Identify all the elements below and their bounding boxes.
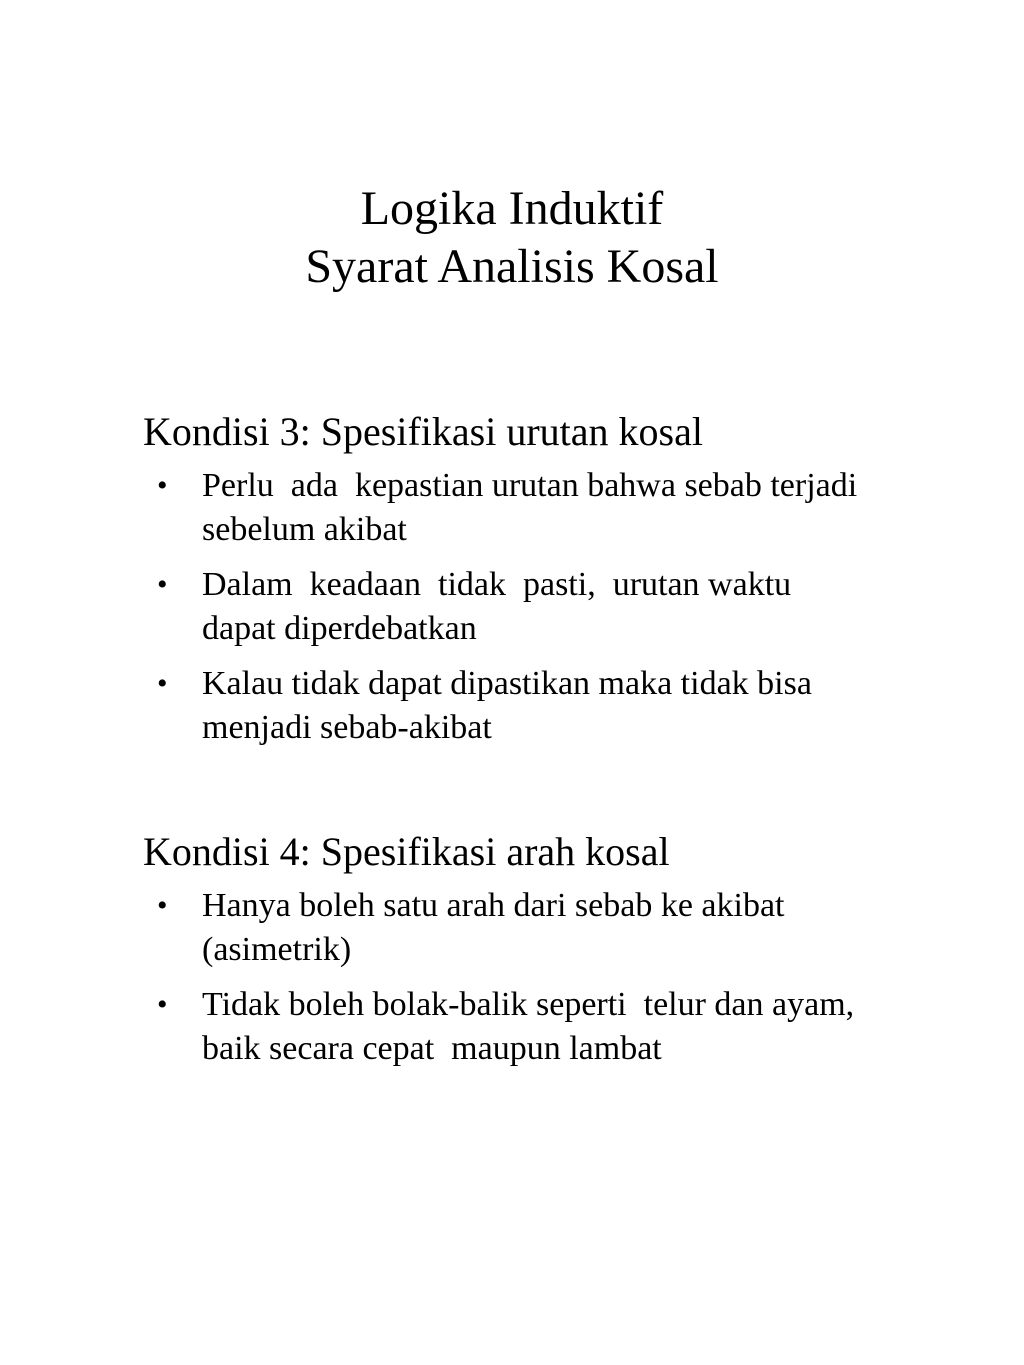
section-heading: Kondisi 4: Spesifikasi arah kosal — [143, 829, 670, 874]
item-text-line: (asimetrik) — [202, 931, 352, 968]
bullet-icon: • — [157, 568, 168, 601]
section-kondisi-4 — [143, 826, 963, 1082]
title-line-1: Logika Induktif — [360, 182, 664, 235]
item-text-line: Kalau tidak dapat dipastikan maka tidak bisa — [202, 665, 812, 702]
bullet-icon: • — [157, 667, 168, 700]
slide-title — [0, 180, 1024, 296]
list-item — [143, 662, 942, 750]
list-item — [143, 563, 942, 651]
item-text-line: Perlu ada kepastian urutan bahwa sebab terjadi — [202, 467, 858, 504]
section-heading: Kondisi 3: Spesifikasi urutan kosal — [143, 409, 703, 454]
bullet-icon: • — [157, 889, 168, 922]
bullet-icon: • — [157, 469, 168, 502]
list-item — [143, 464, 942, 552]
bullet-list — [143, 884, 963, 1071]
list-item — [143, 983, 942, 1071]
item-text-line: Tidak boleh bolak-balik seperti telur dan ayam, — [202, 986, 855, 1023]
item-text-line: dapat diperdebatkan — [202, 610, 477, 647]
item-text-line: baik secara cepat maupun lambat — [202, 1030, 662, 1067]
bullet-icon: • — [157, 988, 168, 1021]
item-text-line: sebelum akibat — [202, 511, 407, 548]
bullet-list — [143, 464, 963, 750]
item-text-line: Dalam keadaan tidak pasti, urutan waktu — [202, 566, 792, 603]
title-line-2: Syarat Analisis Kosal — [305, 240, 719, 293]
item-text-line: Hanya boleh satu arah dari sebab ke akibat — [202, 887, 785, 924]
section-kondisi-3 — [143, 406, 963, 761]
item-text-line: menjadi sebab-akibat — [202, 709, 492, 746]
list-item — [143, 884, 942, 972]
